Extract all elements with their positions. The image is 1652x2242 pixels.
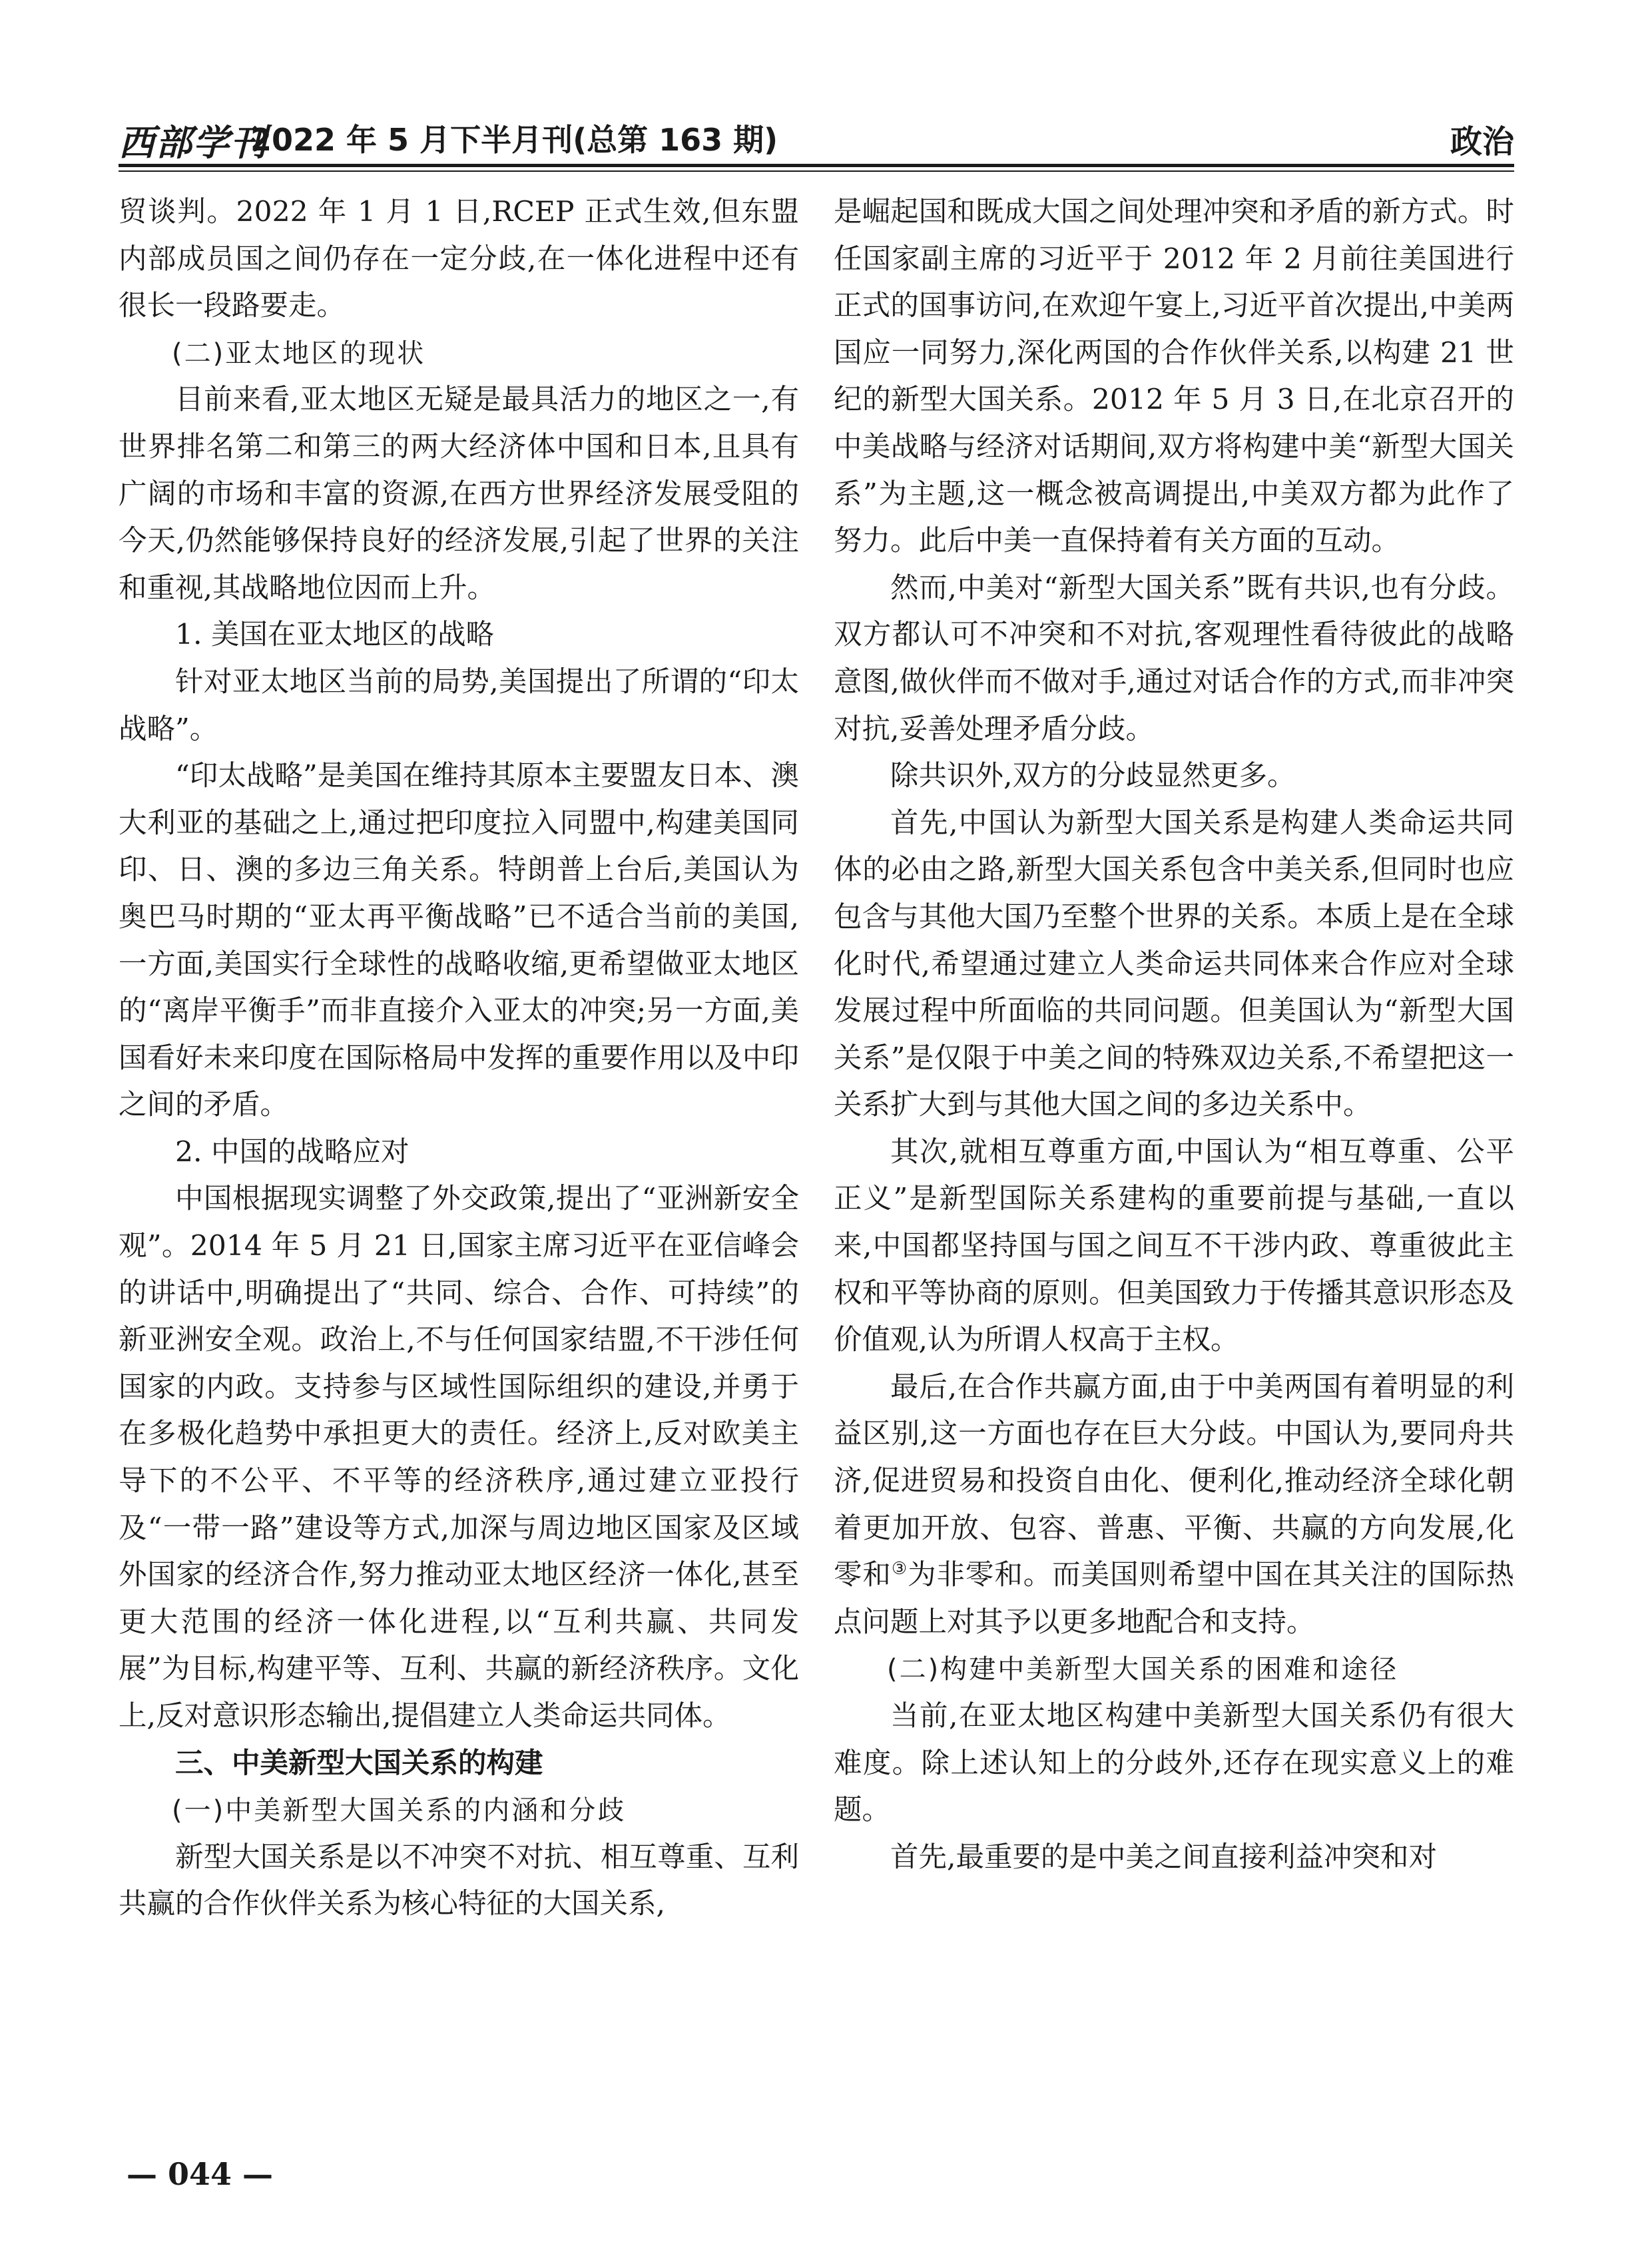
left-column bbox=[119, 189, 799, 1928]
page-number: — 044 — bbox=[127, 2156, 274, 2192]
paragraph: 其次,就相互尊重方面,中国认为“相互尊重、公平正义”是新型国际关系建构的重要前提与基础,一直以来,中国都坚持国与国之间互不干涉内政、尊重彼此主权和平等协商的原则。但美国致力于传播其意识形态及价值观,认为所谓人权高于主权。 bbox=[834, 1135, 1514, 1357]
subsection-heading: (一)中美新型大国关系的内涵和分歧 bbox=[172, 1795, 627, 1826]
paragraph: 中国根据现实调整了外交政策,提出了“亚洲新安全观”。2014 年 5 月 21 日,国家主席习近平在亚信峰会的讲话中,明确提出了“共同、综合、合作、可持续”的新亚洲安全观。政治上,不与任何国家结盟,不干涉任何国家的内政。支持参与区域性国际组织的建设,并勇于在多极化趋势中承担更大的责任。经济上,反对欧美主导下的不公平、不平等的经济秩序,通过建立亚投行及“一带一路”建设等方式,加深与周边地区国家及区域外国家的经济合作,努力推动亚太地区经济一体化,甚至更大范围的经济一体化进程,以“互利共赢、共同发展”为目标,构建平等、互利、共赢的新经济秩序。文化上,反对意识形态输出,提倡建立人类命运共同体。 bbox=[119, 1183, 799, 1733]
paragraph: 除共识外,双方的分歧显然更多。 bbox=[890, 760, 1296, 793]
paragraph: 当前,在亚太地区构建中美新型大国关系仍有很大难度。除上述认知上的分歧外,还存在现实意义上的难题。 bbox=[834, 1700, 1514, 1827]
paragraph: 贸谈判。2022 年 1 月 1 日,RCEP 正式生效,但东盟内部成员国之间仍存在一定分歧,在一体化进程中还有很长一段路要走。 bbox=[119, 196, 799, 323]
journal-logo: 西部学刊 bbox=[119, 121, 268, 164]
section-heading: 三、中美新型大国关系的构建 bbox=[175, 1747, 543, 1780]
paragraph: 首先,中国认为新型大国关系是构建人类命运共同体的必由之路,新型大国关系包含中美关系,但同时也应包含与其他大国乃至整个世界的关系。本质上是在全球化时代,希望通过建立人类命运共同体来合作应对全球发展过程中所面临的共同问题。但美国认为“新型大国关系”是仅限于中美之间的特殊双边关系,不希望把这一关系扩大到与其他大国之间的多边关系中。 bbox=[834, 806, 1514, 1122]
right-column bbox=[834, 189, 1514, 1881]
subsection-heading: (二)构建中美新型大国关系的困难和途径 bbox=[887, 1654, 1399, 1685]
footnote-marker: ③ bbox=[891, 1559, 908, 1579]
paragraph: 针对亚太地区当前的局势,美国提出了所谓的“印太战略”。 bbox=[119, 665, 799, 746]
paragraph: 新型大国关系是以不冲突不对抗、相互尊重、互利共赢的合作伙伴关系为核心特征的大国关系, bbox=[119, 1840, 799, 1921]
paragraph: 首先,最重要的是中美之间直接利益冲突和对 bbox=[890, 1840, 1438, 1874]
header-rule-thin bbox=[119, 170, 1514, 172]
paragraph-text: 最后,在合作共赢方面,由于中美两国有着明显的利益区别,这一方面也存在巨大分歧。中国认为,要同舟共济,促进贸易和投资自由化、便利化,推动经济全球化朝着更加开放、包容、普惠、平衡、共赢的方向发展,化零和 bbox=[834, 1370, 1514, 1592]
header-rule bbox=[119, 164, 1514, 167]
paragraph bbox=[834, 1364, 1514, 1647]
paragraph-text: 为非零和。而美国则希望中国在其关注的国际热点问题上对其予以更多地配合和支持。 bbox=[834, 1559, 1514, 1639]
section-label: 政治 bbox=[1450, 123, 1514, 160]
numbered-heading: 2. 中国的战略应对 bbox=[175, 1135, 410, 1169]
paragraph: 目前来看,亚太地区无疑是最具活力的地区之一,有世界排名第二和第三的两大经济体中国和日本,且具有广阔的市场和丰富的资源,在西方世界经济发展受阻的今天,仍然能够保持良好的经济发展,引起了世界的关注和重视,其战略地位因而上升。 bbox=[119, 384, 799, 605]
running-header bbox=[119, 112, 1514, 165]
paragraph: “印太战略”是美国在维持其原本主要盟友日本、澳大利亚的基础之上,通过把印度拉入同盟中,构建美国同印、日、澳的多边三角关系。特朗普上台后,美国认为奥巴马时期的“亚太再平衡战略”已不适合当前的美国,一方面,美国实行全球性的战略收缩,更希望做亚太地区的“离岸平衡手”而非直接介入亚太的冲突;另一方面,美国看好未来印度在国际格局中发挥的重要作用以及中印之间的矛盾。 bbox=[119, 760, 799, 1122]
issue-info: 2022 年 5 月下半月刊(总第 163 期) bbox=[250, 122, 778, 158]
paragraph: 然而,中美对“新型大国关系”既有共识,也有分歧。双方都认可不冲突和不对抗,客观理性看待彼此的战略意图,做伙伴而不做对手,通过对话合作的方式,而非冲突对抗,妥善处理矛盾分歧。 bbox=[834, 571, 1514, 746]
subsection-heading: (二)亚太地区的现状 bbox=[172, 338, 426, 369]
paragraph: 是崛起国和既成大国之间处理冲突和矛盾的新方式。时任国家副主席的习近平于 2012 年 2 月前往美国进行正式的国事访问,在欢迎午宴上,习近平首次提出,中美两国应一同努力,深化两国的合作伙伴关系,以构建 21 世纪的新型大国关系。2012 年 5 月 3 日,在北京召开的中美战略与经济对话期间,双方将构建中美“新型大国关系”为主题,这一概念被高调提出,中美双方都为此作了努力。此后中美一直保持着有关方面的互动。 bbox=[834, 196, 1514, 558]
numbered-heading: 1. 美国在亚太地区的战略 bbox=[175, 619, 495, 652]
